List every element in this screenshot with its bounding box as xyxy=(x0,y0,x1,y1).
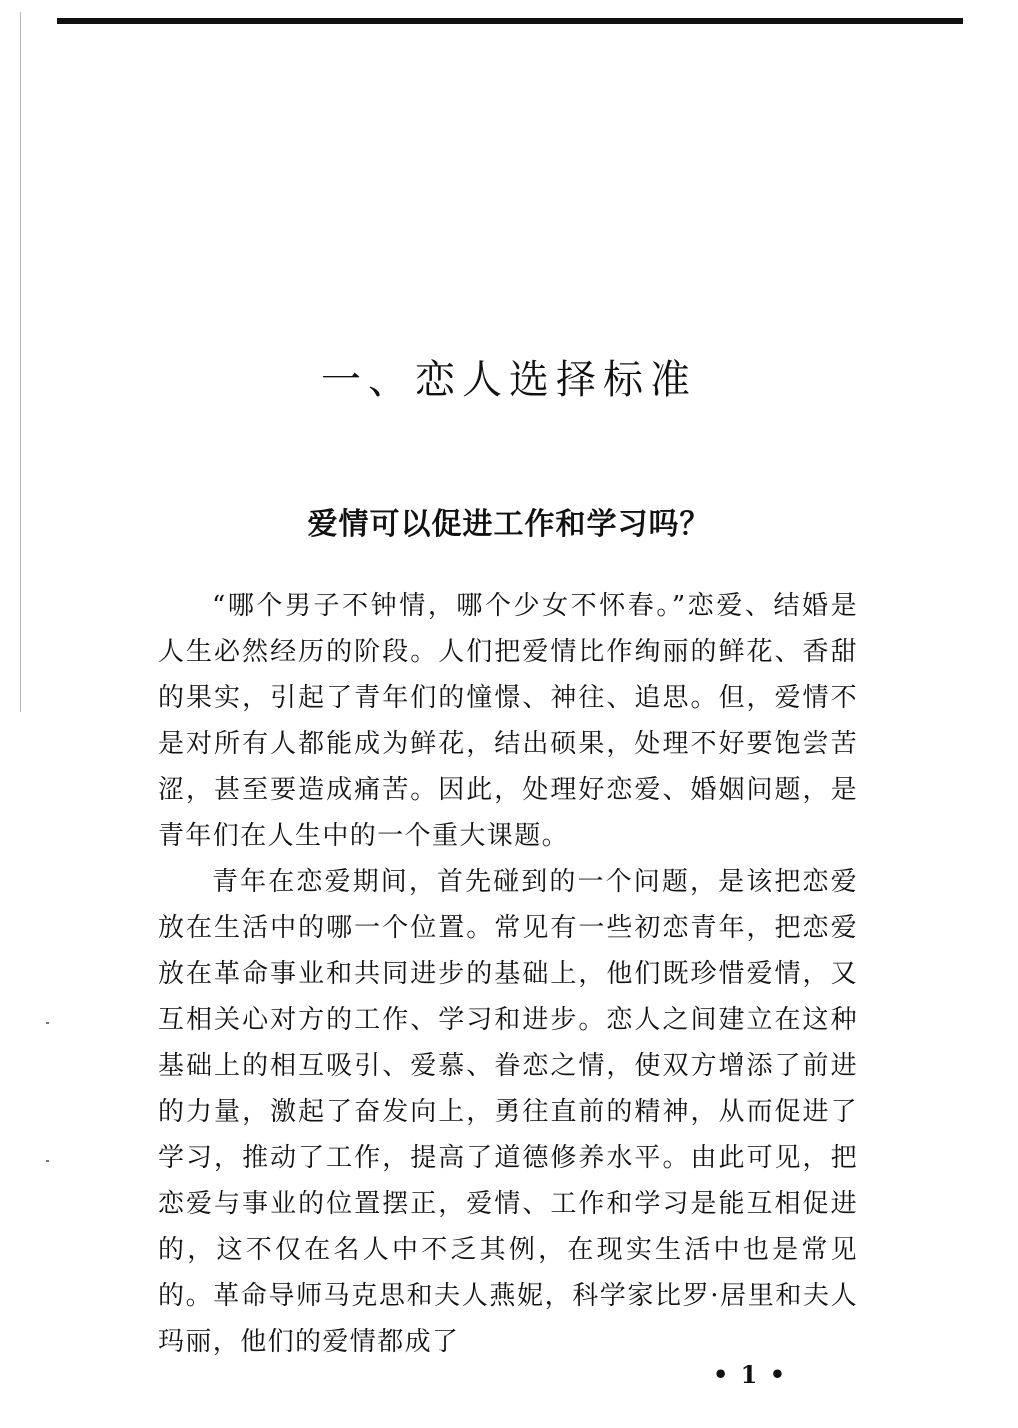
paragraph-1: “哪个男子不钟情，哪个少女不怀春。”恋爱、结婚是人生必然经历的阶段。人们把爱情比作绚丽的鲜花、香甜的果实，引起了青年们的憧憬、神往、追思。但，爱情不是对所有人都能成为鲜花，结出硕果，处理不好要饱尝苦涩，甚至要造成痛苦。因此，处理好恋爱、婚姻问题，是青年们在人生中的一个重大课题。 xyxy=(158,591,858,851)
header-rule xyxy=(57,18,963,24)
scan-speck xyxy=(46,1022,49,1024)
page-number: • 1 • xyxy=(712,1360,788,1389)
paragraph-2: 青年在恋爱期间，首先碰到的一个问题，是该把恋爱放在生活中的哪一个位置。常见有一些初恋青年，把恋爱放在革命事业和共同进步的基础上，他们既珍惜爱情，又互相关心对方的工作、学习和进步。恋人之间建立在这种基础上的相互吸引、爱慕、眷恋之情，使双方增添了前进的力量，激起了奋发向上，勇往直前的精神，从而促进了学习，推动了工作，提高了道德修养水平。由此可见，把恋爱与事业的位置摆正，爱情、工作和学习是能互相促进的，这不仅在名人中不乏其例，在现实生活中也是常见的。革命导师马克思和夫人燕妮，科学家比罗·居里和夫人玛丽，他们的爱情都成了 xyxy=(158,867,858,1357)
section-title: 爱情可以促进工作和学习吗？ xyxy=(307,507,711,542)
chapter-title: 一、恋人选择标准 xyxy=(321,357,697,403)
body-text xyxy=(158,583,858,1365)
scan-speck xyxy=(46,1160,49,1162)
